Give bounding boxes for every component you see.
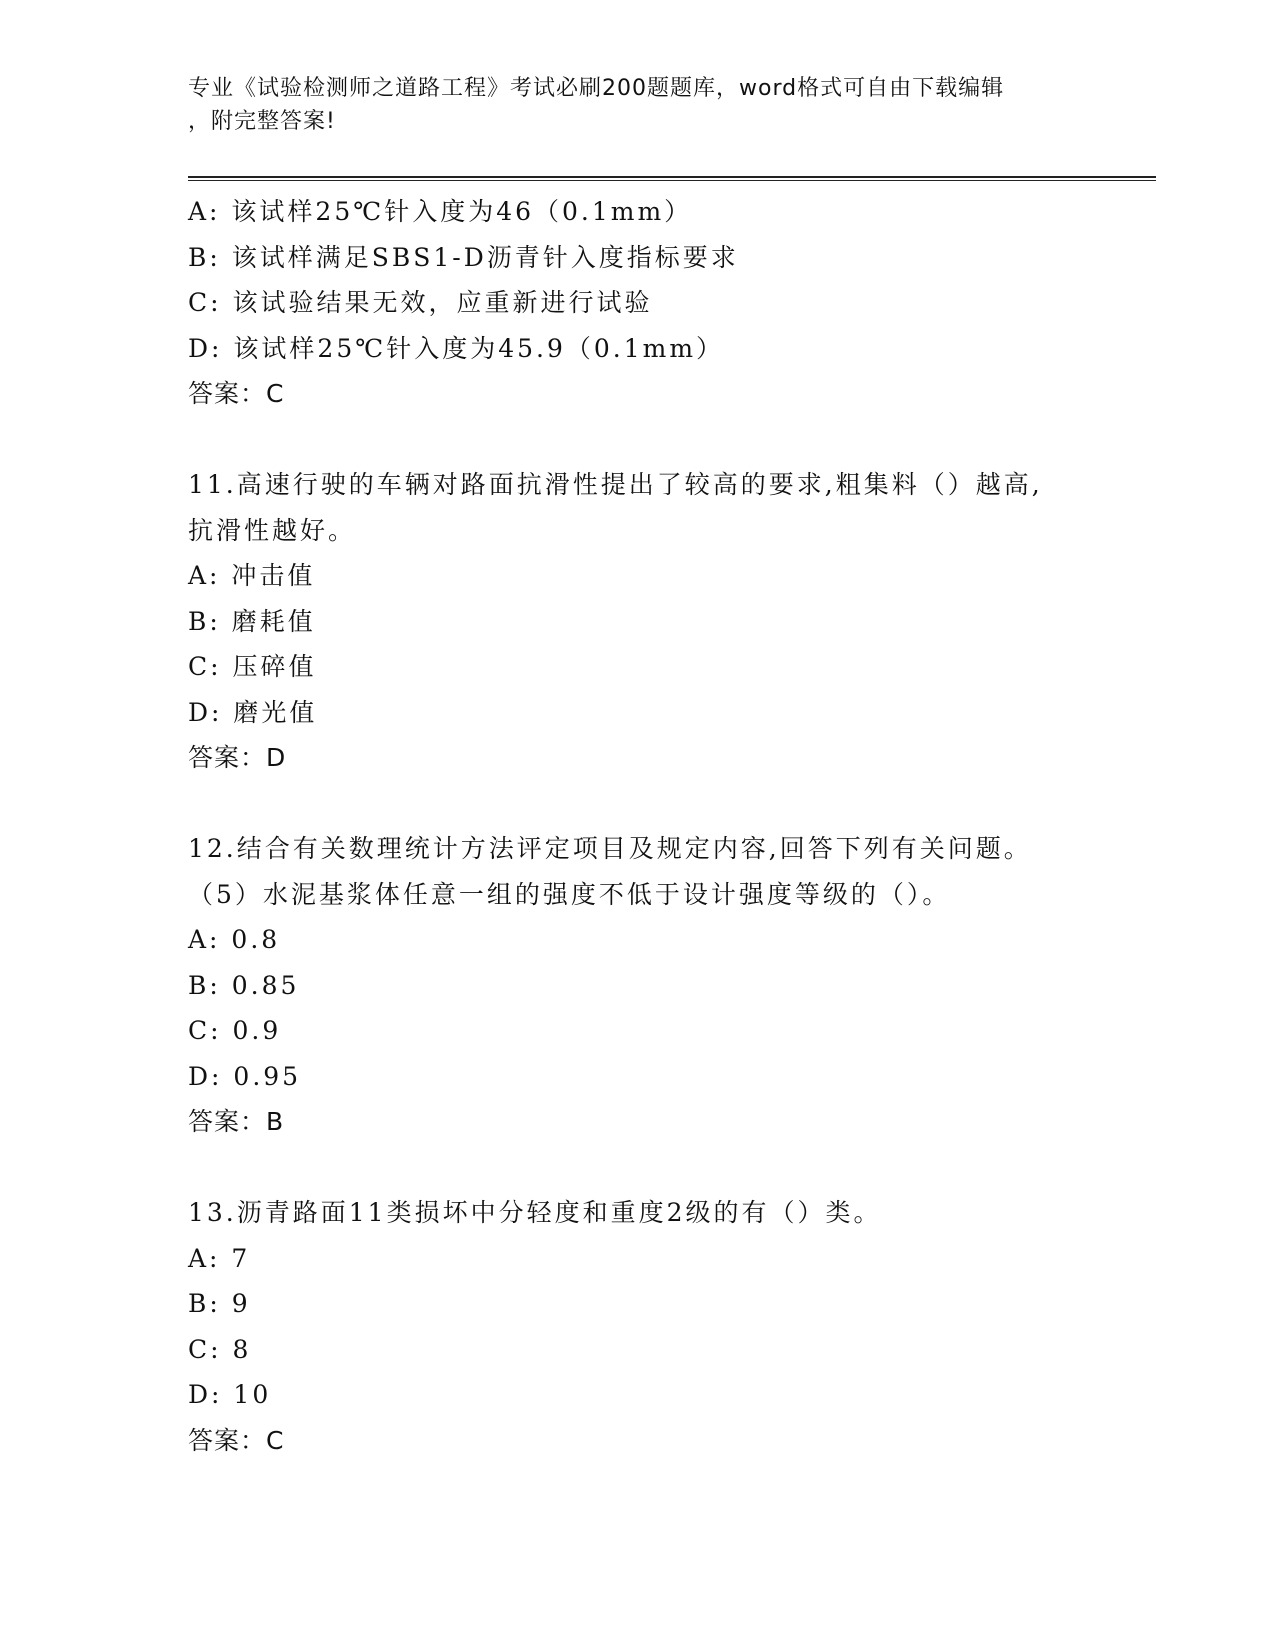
option-c: C: 8 [188, 1334, 252, 1364]
option-a: A: 7 [188, 1243, 251, 1273]
option-a: A: 0.8 [188, 925, 281, 954]
question-stem-continued: （5）水泥基浆体任意一组的强度不低于设计强度等级的（）。 [188, 879, 951, 909]
answer-line: 答案：C [188, 379, 285, 408]
option-b: B: 9 [188, 1289, 251, 1318]
question-11 [188, 462, 1158, 781]
document-header [188, 72, 1088, 138]
spacer [188, 1145, 1158, 1191]
option-a: A: 冲击值 [188, 561, 316, 590]
option-d: D: 0.95 [188, 1061, 302, 1091]
question-stem: 11.高速行驶的车辆对路面抗滑性提出了较高的要求,粗集料（）越高, [188, 470, 1043, 499]
question-10 [188, 189, 1158, 417]
question-12 [188, 826, 1158, 1145]
option-b: B: 该试样满足SBS1-D沥青针入度指标要求 [188, 242, 739, 272]
option-d: D: 该试样25℃针入度为45.9（0.1mm） [188, 333, 725, 363]
header-title-line-2: ，附完整答案! [188, 109, 336, 134]
question-list [188, 189, 1158, 1463]
option-b: B: 0.85 [188, 970, 300, 1000]
option-d: D: 磨光值 [188, 697, 318, 727]
option-c: C: 压碎值 [188, 652, 317, 681]
spacer [188, 417, 1158, 463]
answer-line: 答案：B [188, 1107, 285, 1136]
option-c: C: 0.9 [188, 1016, 282, 1045]
answer-line: 答案：C [188, 1425, 285, 1455]
spacer [188, 781, 1158, 827]
question-stem: 13.沥青路面11类损坏中分轻度和重度2级的有（）类。 [188, 1198, 882, 1227]
option-d: D: 10 [188, 1380, 272, 1409]
header-title-line-1: 专业《试验检测师之道路工程》考试必刷200题题库，word格式可自由下载编辑 [188, 76, 1005, 101]
option-b: B: 磨耗值 [188, 606, 316, 636]
header-divider [188, 176, 1156, 181]
question-stem-continued: 抗滑性越好。 [188, 515, 357, 545]
answer-line: 答案：D [188, 743, 287, 772]
question-13 [188, 1190, 1158, 1463]
option-a: A: 该试样25℃针入度为46（0.1mm） [188, 197, 693, 226]
option-c: C: 该试验结果无效，应重新进行试验 [188, 288, 653, 317]
question-stem: 12.结合有关数理统计方法评定项目及规定内容,回答下列有关问题。 [188, 834, 1032, 863]
